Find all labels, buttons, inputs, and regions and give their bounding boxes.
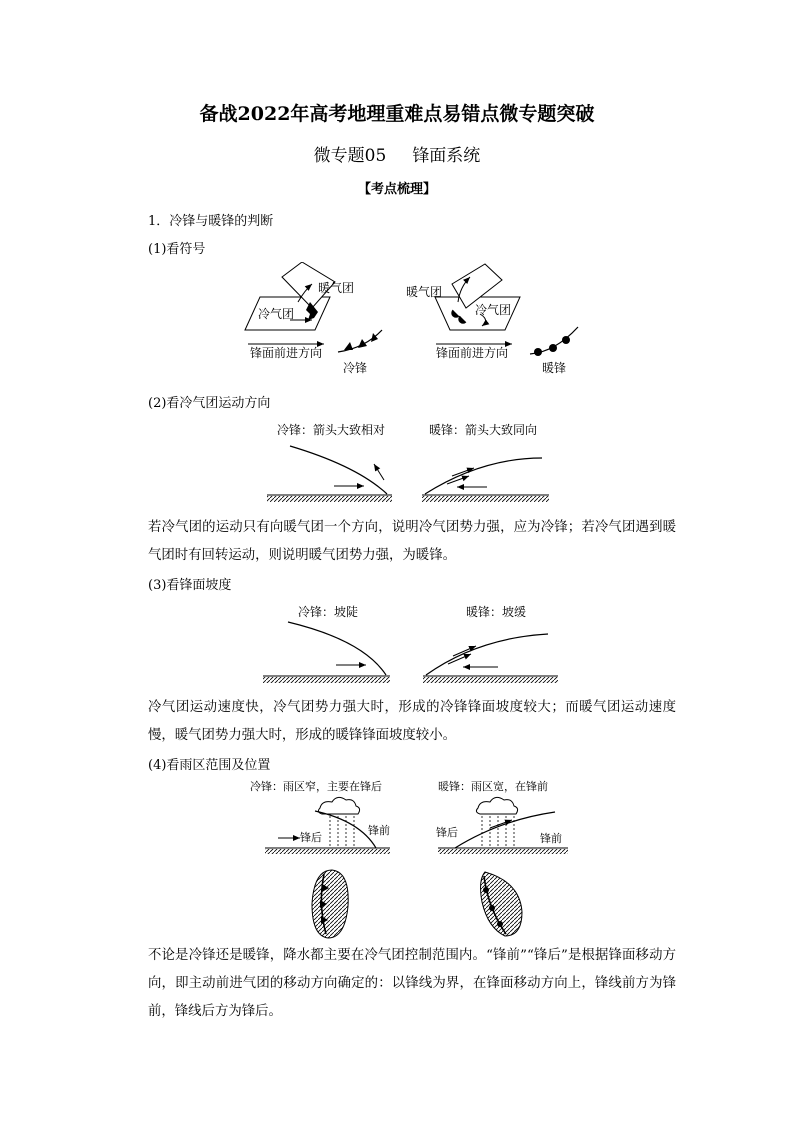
cold-front-surface xyxy=(290,446,387,494)
cloud-icon xyxy=(318,797,359,814)
sub-heading-slope: (3)看锋面坡度 xyxy=(148,578,232,593)
sub-heading-direction: (2)看冷气团运动方向 xyxy=(148,396,271,411)
warm-rain-caption: 暖锋：雨区宽，在锋前 xyxy=(438,780,548,793)
cloud-icon xyxy=(476,797,517,814)
ground-right xyxy=(422,496,549,502)
front-symbols-figure xyxy=(240,262,600,377)
page-title: 备战2022年高考地理重难点易错点微专题突破 xyxy=(199,103,595,125)
ground-left xyxy=(267,496,392,502)
cold-rain-area-map xyxy=(312,870,348,938)
ahead-label-left: 锋前 xyxy=(368,824,390,837)
ground-left xyxy=(263,677,390,683)
paragraph-2: 冷气团运动速度快，冷气团势力强大时，形成的冷锋锋面坡度较大；而暖气团运动速度慢，暖气团势力强大时，形成的暖锋锋面坡度较小。 xyxy=(148,700,676,743)
behind-label-left: 锋后 xyxy=(300,831,322,844)
page-subtitle xyxy=(0,141,794,166)
cold-direction-caption: 冷锋：箭头大致相对 xyxy=(277,423,386,437)
paragraph-rain xyxy=(148,942,676,1026)
warm-direction-caption: 暖锋：箭头大致同向 xyxy=(429,423,538,437)
paragraph-direction xyxy=(148,514,676,570)
sub-heading-symbols: (1)看符号 xyxy=(148,242,206,257)
subtitle-number: 微专题05 xyxy=(313,146,387,166)
direction-label-left: 锋面前进方向 xyxy=(250,346,323,360)
steep-front-surface xyxy=(288,622,386,675)
warm-slope-caption: 暖锋：坡缓 xyxy=(466,605,527,619)
direction-label-right: 锋面前进方向 xyxy=(436,346,509,360)
paragraph-1: 若冷气团的运动只有向暖气团一个方向，说明冷气团势力强，应为冷锋；若冷气团遇到暖气团时有回转运动，则说明暖气团势力强，为暖锋。 xyxy=(148,520,676,563)
paragraph-3: 不论是冷锋还是暖锋，降水都主要在冷气团控制范围内。“锋前”“锋后”是根据锋面移动方向，即主动前进气团的移动方向确定的：以锋线为界，在锋面移动方向上，锋线前方为锋前，锋线后方为锋后。 xyxy=(148,948,676,1019)
air-mass-direction-figure xyxy=(262,418,562,510)
cold-rain-caption: 冷锋：雨区窄，主要在锋后 xyxy=(250,780,382,793)
cold-front-teeth xyxy=(306,302,318,320)
warm-air-label-right: 暖气团 xyxy=(406,285,443,299)
cold-slope-caption: 冷锋：坡陡 xyxy=(298,605,359,619)
cold-air-label-right: 冷气团 xyxy=(475,303,512,317)
rain-area-figure xyxy=(250,776,580,944)
warm-lift-arrow xyxy=(374,464,384,480)
cold-front-line xyxy=(338,330,382,352)
cold-air-label-left: 冷气团 xyxy=(258,307,295,321)
heading-1: 1．冷锋与暖锋的判断 xyxy=(148,214,274,229)
cold-front-label: 冷锋 xyxy=(343,361,368,375)
ground-right xyxy=(423,677,558,683)
section-tag: 【考点梳理】 xyxy=(357,182,436,197)
behind-label-right: 锋后 xyxy=(436,826,458,839)
warm-air-label-left: 暖气团 xyxy=(318,281,355,295)
warm-front-surface xyxy=(425,458,542,494)
gentle-front-surface xyxy=(426,634,548,675)
paragraph-slope xyxy=(148,694,676,750)
warm-front-bumps xyxy=(452,310,466,323)
ahead-label-right: 锋前 xyxy=(540,832,562,845)
subtitle-topic: 锋面系统 xyxy=(412,146,481,166)
front-slope-figure xyxy=(258,600,566,686)
warm-air-slab-right xyxy=(452,264,502,308)
warm-front-label: 暖锋 xyxy=(542,361,567,375)
rain-lines-left xyxy=(330,816,354,846)
sub-heading-rain: (4)看雨区范围及位置 xyxy=(148,758,271,773)
